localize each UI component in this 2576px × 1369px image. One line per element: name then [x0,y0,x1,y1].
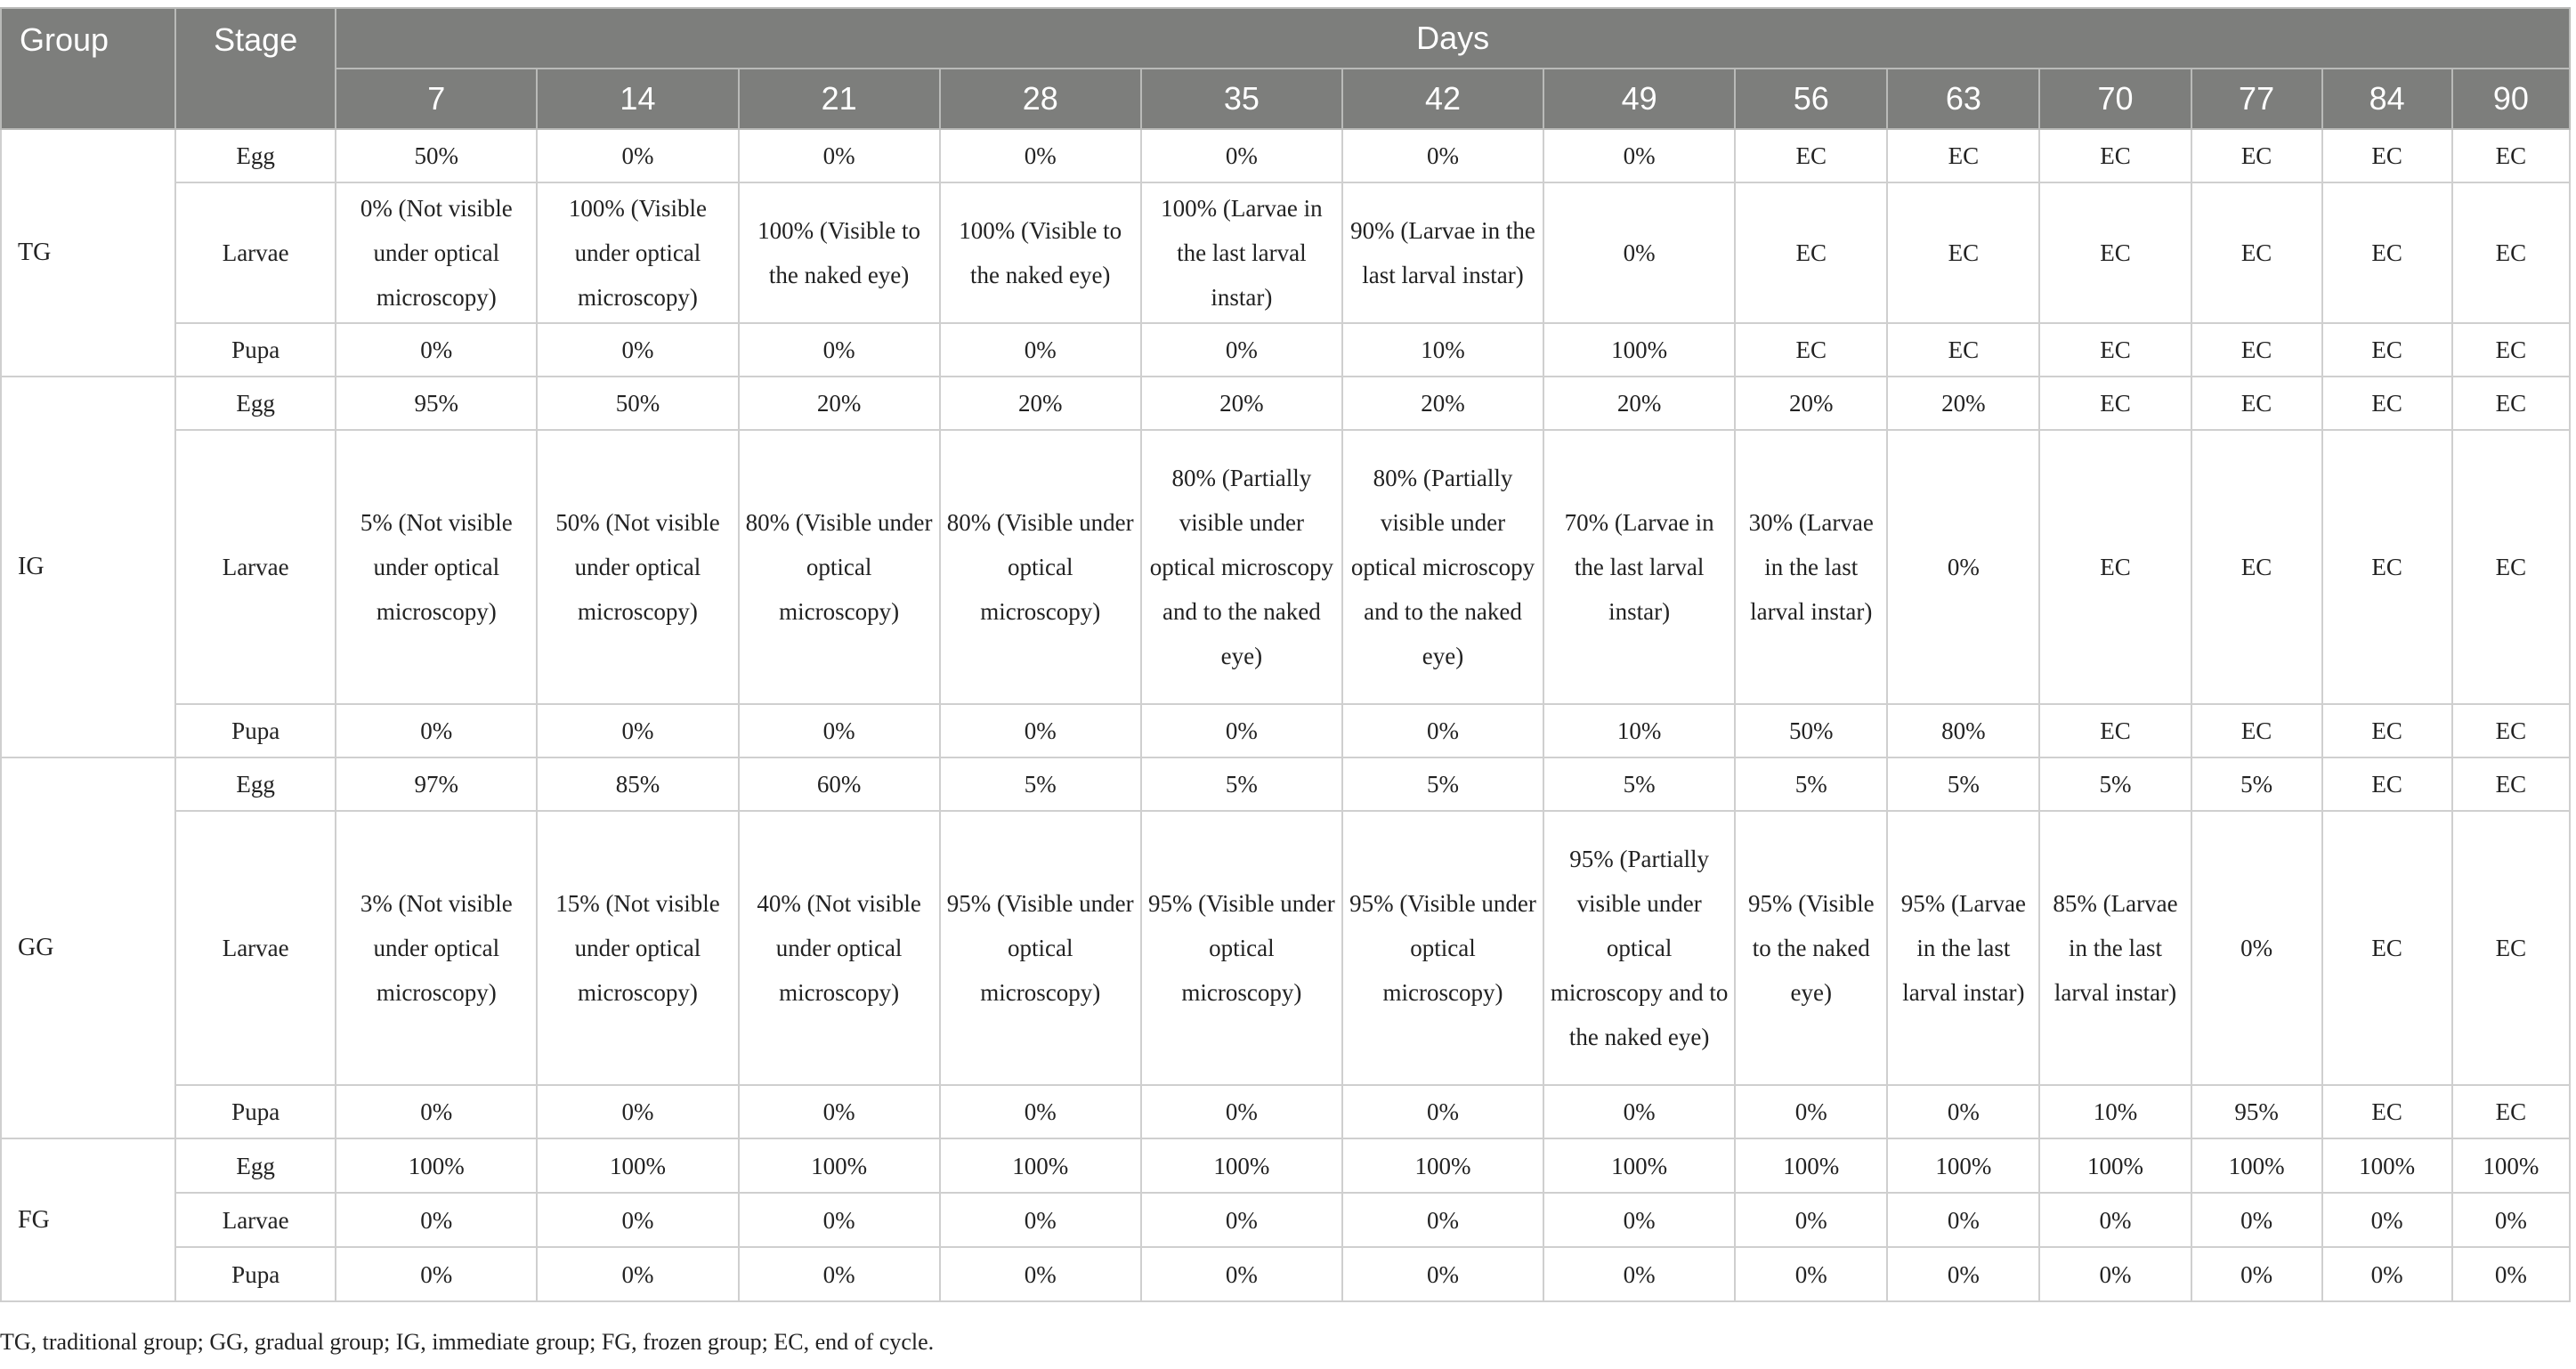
day-header-cell: 84 [2322,69,2452,129]
value-cell: 5% [1887,757,2039,811]
value-cell: EC [2452,182,2570,323]
value-cell: 0% [1342,1085,1543,1138]
stage-cell: Egg [175,1138,336,1193]
value-cell: 40% (Not visible under optical microscopy) [739,811,940,1085]
value-cell: EC [2039,182,2191,323]
day-header-cell: 7 [336,69,537,129]
stage-cell: Egg [175,129,336,182]
value-cell: 0% [2191,811,2322,1085]
value-cell: 100% [2039,1138,2191,1193]
value-cell: 0% [739,129,940,182]
value-cell: EC [2452,377,2570,430]
value-cell: 0% [1735,1247,1887,1301]
value-cell: 10% [1342,323,1543,377]
value-cell: 0% [1141,1085,1342,1138]
value-cell: 100% (Visible under optical microscopy) [537,182,738,323]
value-cell: 100% [1141,1138,1342,1193]
value-cell: 85% [537,757,738,811]
value-cell: EC [2322,811,2452,1085]
table-footnote: TG, traditional group; GG, gradual group; IG, immediate group; FG, frozen group; EC, end of cycle. [0,1329,935,1355]
stage-cell: Larvae [175,430,336,704]
value-cell: 100% [1543,1138,1735,1193]
value-cell: 0% [537,1085,738,1138]
table-body [1,129,2570,1301]
value-cell: 100% [739,1138,940,1193]
value-cell: 20% [1342,377,1543,430]
value-cell: 80% (Partially visible under optical microscopy and to the naked eye) [1141,430,1342,704]
value-cell: 0% [1543,1085,1735,1138]
value-cell: 20% [739,377,940,430]
value-cell: EC [2322,129,2452,182]
value-cell: 0% [1141,704,1342,757]
value-cell: 20% [1141,377,1342,430]
stage-cell: Larvae [175,811,336,1085]
value-cell: EC [2322,1085,2452,1138]
value-cell: 0% [1543,1247,1735,1301]
value-cell: 0% [1141,1193,1342,1247]
value-cell: 0% [2191,1193,2322,1247]
value-cell: 0% [1887,1193,2039,1247]
value-cell: EC [2039,323,2191,377]
table-row [1,1247,2570,1301]
value-cell: 100% [1887,1138,2039,1193]
value-cell: EC [2039,704,2191,757]
value-cell: 100% [2322,1138,2452,1193]
value-cell: 0% [537,704,738,757]
day-header-cell: 42 [1342,69,1543,129]
value-cell: 0% [2322,1247,2452,1301]
value-cell: 10% [1543,704,1735,757]
value-cell: EC [2322,704,2452,757]
value-cell: 100% (Visible to the naked eye) [739,182,940,323]
value-cell: EC [2322,182,2452,323]
value-cell: 100% [1342,1138,1543,1193]
table-row [1,182,2570,323]
value-cell: 0% [537,1193,738,1247]
table-row [1,377,2570,430]
value-cell: 5% [2191,757,2322,811]
value-cell: 0% [336,1085,537,1138]
value-cell: 0% [336,704,537,757]
value-cell: 20% [1735,377,1887,430]
stage-cell: Pupa [175,704,336,757]
value-cell: 100% [2191,1138,2322,1193]
stage-cell: Pupa [175,323,336,377]
value-cell: 100% [2452,1138,2570,1193]
value-cell: 0% (Not visible under optical microscopy) [336,182,537,323]
table-row [1,129,2570,182]
value-cell: 0% [1342,1193,1543,1247]
value-cell: 0% [1342,1247,1543,1301]
group-cell: TG [1,129,175,377]
value-cell: EC [2039,430,2191,704]
value-cell: EC [2452,129,2570,182]
value-cell: 0% [336,323,537,377]
value-cell: EC [2322,757,2452,811]
value-cell: EC [2191,182,2322,323]
table-row [1,1193,2570,1247]
value-cell: 70% (Larvae in the last larval instar) [1543,430,1735,704]
value-cell: 90% (Larvae in the last larval instar) [1342,182,1543,323]
stage-column-header: Stage [175,8,336,129]
value-cell: 5% [1735,757,1887,811]
value-cell: 0% [537,1247,738,1301]
value-cell: 0% [1887,430,2039,704]
stage-cell: Pupa [175,1247,336,1301]
value-cell: EC [1887,323,2039,377]
day-header-cell: 63 [1887,69,2039,129]
value-cell: 5% [1543,757,1735,811]
value-cell: 0% [940,1247,1141,1301]
value-cell: 80% [1887,704,2039,757]
value-cell: 20% [940,377,1141,430]
value-cell: 0% [940,323,1141,377]
value-cell: EC [1735,323,1887,377]
value-cell: 0% [336,1193,537,1247]
value-cell: 0% [1543,129,1735,182]
table-row [1,430,2570,704]
value-cell: 5% [1141,757,1342,811]
value-cell: EC [2452,323,2570,377]
value-cell: EC [2191,323,2322,377]
value-cell: 0% [739,1247,940,1301]
value-cell: 0% [1141,323,1342,377]
value-cell: 0% [2039,1247,2191,1301]
value-cell: 97% [336,757,537,811]
value-cell: 0% [537,323,738,377]
value-cell: 0% [739,704,940,757]
value-cell: EC [1735,129,1887,182]
value-cell: 0% [1735,1085,1887,1138]
group-cell: IG [1,377,175,757]
table-header [1,8,2570,129]
stage-cell: Larvae [175,182,336,323]
header-row-top [1,8,2570,69]
table-row [1,704,2570,757]
value-cell: 95% (Partially visible under optical microscopy and to the naked eye) [1543,811,1735,1085]
value-cell: 0% [336,1247,537,1301]
value-cell: 95% (Visible under optical microscopy) [1342,811,1543,1085]
day-header-cell: 77 [2191,69,2322,129]
group-cell: FG [1,1138,175,1301]
value-cell: 0% [1735,1193,1887,1247]
days-column-header: Days [336,8,2570,69]
value-cell: 50% [336,129,537,182]
value-cell: 0% [2452,1193,2570,1247]
value-cell: 100% (Larvae in the last larval instar) [1141,182,1342,323]
value-cell: EC [2191,704,2322,757]
value-cell: EC [1887,129,2039,182]
value-cell: 100% [1735,1138,1887,1193]
day-header-cell: 56 [1735,69,1887,129]
day-header-cell: 21 [739,69,940,129]
day-header-cell: 35 [1141,69,1342,129]
table-container [0,7,2576,1302]
value-cell: 0% [1543,1193,1735,1247]
table-row [1,1085,2570,1138]
group-cell: GG [1,757,175,1138]
value-cell: 10% [2039,1085,2191,1138]
value-cell: 0% [1141,1247,1342,1301]
table-row [1,811,2570,1085]
value-cell: 95% (Visible to the naked eye) [1735,811,1887,1085]
value-cell: 95% [336,377,537,430]
value-cell: 80% (Visible under optical microscopy) [739,430,940,704]
value-cell: 100% (Visible to the naked eye) [940,182,1141,323]
value-cell: EC [2452,811,2570,1085]
value-cell: 50% (Not visible under optical microscopy) [537,430,738,704]
value-cell: 80% (Visible under optical microscopy) [940,430,1141,704]
stage-cell: Pupa [175,1085,336,1138]
value-cell: 0% [2322,1193,2452,1247]
value-cell: EC [2322,430,2452,704]
value-cell: 100% [336,1138,537,1193]
value-cell: 100% [940,1138,1141,1193]
value-cell: 0% [1342,704,1543,757]
value-cell: 3% (Not visible under optical microscopy) [336,811,537,1085]
value-cell: 50% [1735,704,1887,757]
value-cell: 5% [940,757,1141,811]
value-cell: 95% (Visible under optical microscopy) [1141,811,1342,1085]
value-cell: 0% [940,1193,1141,1247]
value-cell: EC [2452,1085,2570,1138]
value-cell: 20% [1543,377,1735,430]
stage-cell: Larvae [175,1193,336,1247]
value-cell: 100% [1543,323,1735,377]
value-cell: EC [2452,704,2570,757]
value-cell: 0% [940,129,1141,182]
stage-cell: Egg [175,757,336,811]
value-cell: EC [2322,377,2452,430]
value-cell: 0% [940,704,1141,757]
value-cell: 5% (Not visible under optical microscopy) [336,430,537,704]
table-row [1,757,2570,811]
value-cell: 0% [2039,1193,2191,1247]
value-cell: EC [2039,129,2191,182]
value-cell: EC [2322,323,2452,377]
value-cell: EC [2191,430,2322,704]
value-cell: EC [2452,757,2570,811]
value-cell: EC [2191,377,2322,430]
value-cell: 100% [537,1138,738,1193]
value-cell: 0% [2452,1247,2570,1301]
value-cell: 0% [1141,129,1342,182]
value-cell: 20% [1887,377,2039,430]
value-cell: 0% [739,323,940,377]
value-cell: 95% [2191,1085,2322,1138]
development-stage-table [0,7,2571,1302]
value-cell: 0% [1887,1085,2039,1138]
value-cell: 0% [2191,1247,2322,1301]
value-cell: 15% (Not visible under optical microscopy) [537,811,738,1085]
day-header-cell: 14 [537,69,738,129]
value-cell: 50% [537,377,738,430]
value-cell: 95% (Visible under optical microscopy) [940,811,1141,1085]
table-row [1,323,2570,377]
value-cell: 0% [1887,1247,2039,1301]
value-cell: 0% [537,129,738,182]
value-cell: 0% [1342,129,1543,182]
stage-cell: Egg [175,377,336,430]
value-cell: 5% [2039,757,2191,811]
value-cell: EC [2039,377,2191,430]
value-cell: 95% (Larvae in the last larval instar) [1887,811,2039,1085]
day-header-cell: 90 [2452,69,2570,129]
table-row [1,1138,2570,1193]
value-cell: EC [2191,129,2322,182]
day-header-cell: 70 [2039,69,2191,129]
value-cell: EC [1735,182,1887,323]
value-cell: 0% [739,1085,940,1138]
value-cell: EC [2452,430,2570,704]
group-column-header: Group [1,8,175,129]
value-cell: EC [1887,182,2039,323]
value-cell: 0% [739,1193,940,1247]
day-header-cell: 28 [940,69,1141,129]
value-cell: 80% (Partially visible under optical microscopy and to the naked eye) [1342,430,1543,704]
value-cell: 0% [940,1085,1141,1138]
value-cell: 30% (Larvae in the last larval instar) [1735,430,1887,704]
day-header-cell: 49 [1543,69,1735,129]
value-cell: 85% (Larvae in the last larval instar) [2039,811,2191,1085]
value-cell: 0% [1543,182,1735,323]
value-cell: 5% [1342,757,1543,811]
value-cell: 60% [739,757,940,811]
header-row-days [1,69,2570,129]
